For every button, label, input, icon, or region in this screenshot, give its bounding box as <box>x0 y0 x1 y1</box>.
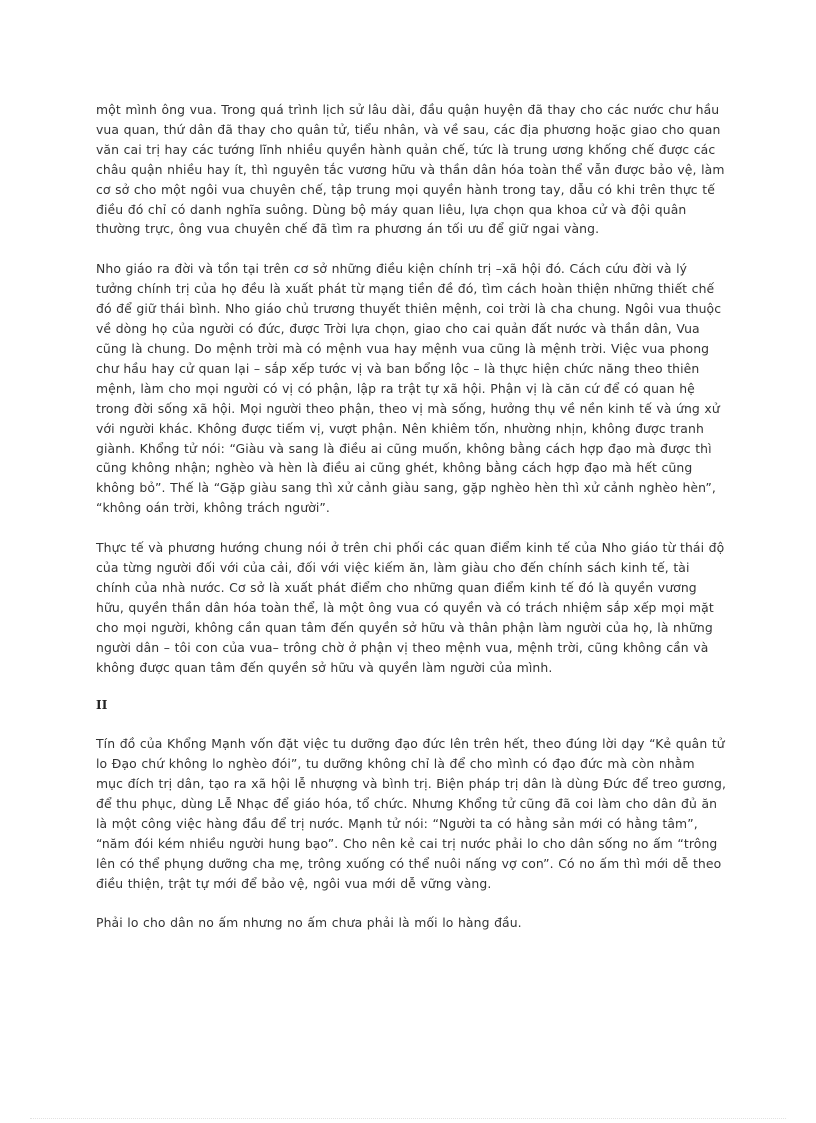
paragraph: một mình ông vua. Trong quá trình lịch sử lâu dài, đầu quận huyện đã thay cho các nước chư hầu vua quan, thứ dân đã thay cho quân tử, tiểu nhân, và về sau, các địa phương hoặc giao cho quan văn cai trị hay các tướng lĩnh nhiều quyền hành quản chế, tức là trung ương khống chế được các châu quận nhiều hay ít, thì nguyên tắc vương hữu và thần dân hóa toàn thể vẫn được bảo vệ, làm cơ sở cho một ngôi vua chuyên chế, tập trung mọi quyền hành trong tay, dẫu có khi trên thực tế điều đó chỉ có danh nghĩa suông. Dùng bộ máy quan liêu, lựa chọn qua khoa cử và đội quân thường trực, ông vua chuyên chế đã tìm ra phương án tối ưu để giữ ngai vàng. <box>96 102 725 237</box>
document-body <box>96 100 726 952</box>
section-heading: II <box>96 698 108 713</box>
paragraph: Phải lo cho dân no ấm nhưng no ấm chưa phải là mối lo hàng đầu. <box>96 914 522 930</box>
paragraph: Nho giáo ra đời và tồn tại trên cơ sở những điều kiện chính trị –xã hội đó. Cách cứu đời và lý tưởng chính trị của họ đều là xuất phát từ mạng tiền đề đó, tìm cách hoàn thiện những thiết chế đó để giữ thái bình. Nho giáo chủ trương thuyết thiên mệnh, coi trời là cha chung. Ngôi vua thuộc về dòng họ của người có đức, được Trời lựa chọn, giao cho cai quản đất nước và thần dân, Vua cũng là chung. Do mệnh trời mà có mệnh vua hay mệnh vua cũng là mệnh trời. Việc vua phong chư hầu hay cử quan lại – sắp xếp tước vị và ban bổng lộc – là thực hiện chức năng theo thiên mệnh, làm cho mọi người có vị có phận, lập ra trật tự xã hội. Phận vị là căn cứ để có quan hệ trong đời sống xã hội. Mọi người theo phận, theo vị mà sống, hưởng thụ về nền kinh tế và ứng xử với người khác. Không được tiếm vị, vượt phận. Nên khiêm tốn, nhường nhịn, không được tranh giành. Khổng tử nói: “Giàu và sang là điều ai cũng muốn, không bằng cách hợp đạo mà được thì cũng không nhận; nghèo và hèn là điều ai cũng ghét, không bằng cách hợp đạo mà hết cũng không bỏ”. Thế là “Gặp giàu sang thì xử cảnh giàu sang, gặp nghèo hèn thì xử cảnh nghèo hèn”, “không oán trời, không trách người”. <box>96 261 722 516</box>
paragraph: Thực tế và phương hướng chung nói ở trên chi phối các quan điểm kinh tế của Nho giáo từ thái độ của từng người đối với của cải, đối với việc kiếm ăn, làm giàu cho đến chính sách kinh tế, tài chính của nhà nước. Cơ sở là xuất phát điểm cho những quan điểm kinh tế đó là quyền vương hữu, quyền thần dân hóa toàn thể, là một ông vua có quyền và có trách nhiệm sắp xếp mọi mặt cho mọi người, không cần quan tâm đến quyền sở hữu và thân phận làm người của họ, là những người dân – tôi con của vua– trông chờ ở phận vị theo mệnh vua, mệnh trời, cũng không cần và không được quan tâm đến quyền sở hữu và quyền làm người của mình. <box>96 540 725 675</box>
page-bottom-rule <box>30 1118 786 1119</box>
paragraph: Tín đồ của Khổng Mạnh vốn đặt việc tu dưỡng đạo đức lên trên hết, theo đúng lời dạy “Kẻ quân tử lo Đạo chứ không lo nghèo đói”, tu dưỡng không chỉ là để cho mình có đạo đức mà còn nhằm mục đích trị dân, tạo ra xã hội lễ nhượng và bình trị. Biện pháp trị dân là dùng Đức để treo gương, để thu phục, dùng Lễ Nhạc để giáo hóa, tổ chức. Nhưng Khổng tử cũng đã coi làm cho dân đủ ăn là một công việc hàng đầu để trị nước. Mạnh tử nói: “Người ta có hằng sản mới có hằng tâm”, “năm đói kém nhiều người hung bạo”. Cho nên kẻ cai trị nước phải lo cho dân sống no ấm “trông lên có thể phụng dưỡng cha mẹ, trông xuống có thể nuôi nấng vợ con”. Có no ấm thì mới dễ theo điều thiện, trật tự mới để bảo vệ, ngôi vua mới dễ vững vàng. <box>96 736 726 891</box>
